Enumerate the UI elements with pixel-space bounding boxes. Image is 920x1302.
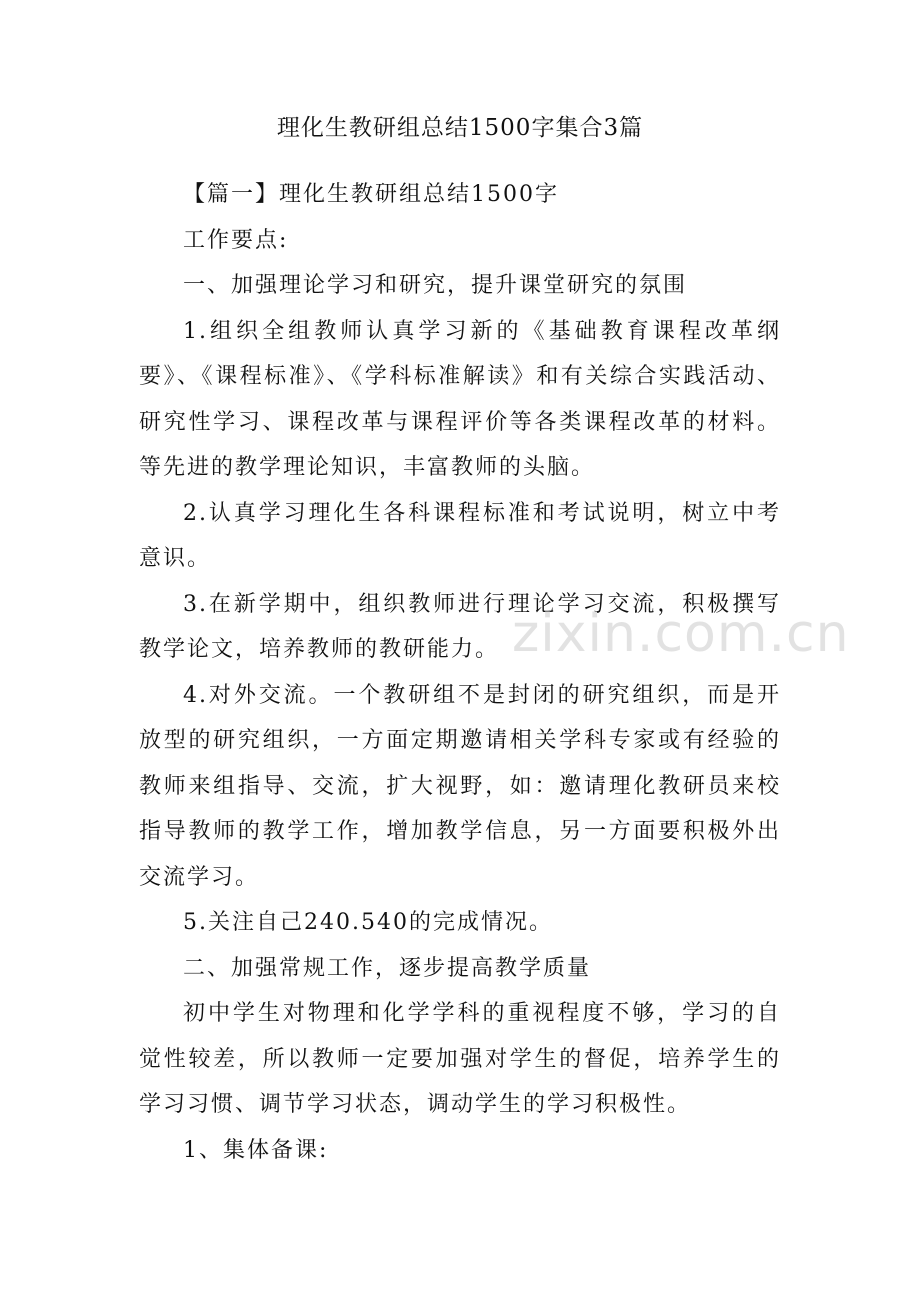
paragraph: 1.组织全组教师认真学习新的《基础教育课程改革纲要》、《课程标准》、《学科标准解读》和有关综合实践活动、研究性学习、课程改革与课程评价等各类课程改革的材料。等先进的教学理论知识，丰富教师的头脑。 [139,318,781,480]
paragraph: 2.认真学习理化生各科课程标准和考试说明，树立中考意识。 [139,500,781,571]
paragraph: 3.在新学期中，组织教师进行理论学习交流，积极撰写教学论文，培养教师的教研能力。 [139,591,781,662]
paragraph: 1、集体备课: [183,1137,329,1163]
paragraph: 二、加强常规工作，逐步提高教学质量 [183,955,592,981]
paragraph: 初中学生对物理和化学学科的重视程度不够，学习的自觉性较差，所以教师一定要加强对学生的督促，培养学生的学习习惯、调节学习状态，调动学生的学习积极性。 [139,1001,781,1117]
paragraph: 5.关注自己240.540的完成情况。 [183,910,553,935]
document-body [139,172,781,1173]
document-title: 理化生教研组总结1500字集合3篇 [276,115,644,141]
section-heading: 【篇一】理化生教研组总结1500字 [183,182,559,207]
paragraph: 工作要点: [183,227,289,253]
paragraph: 4.对外交流。一个教研组不是封闭的研究组织，而是开放型的研究组织，一方面定期邀请相关学科专家或有经验的教师来组指导、交流，扩大视野，如：邀请理化教研员来校指导教师的教学工作，增加教学信息，另一方面要积极外出交流学习。 [139,682,781,890]
paragraph: 一、加强理论学习和研究，提升课堂研究的氛围 [183,273,688,298]
watermark: zixin.com.cn [512,604,850,664]
